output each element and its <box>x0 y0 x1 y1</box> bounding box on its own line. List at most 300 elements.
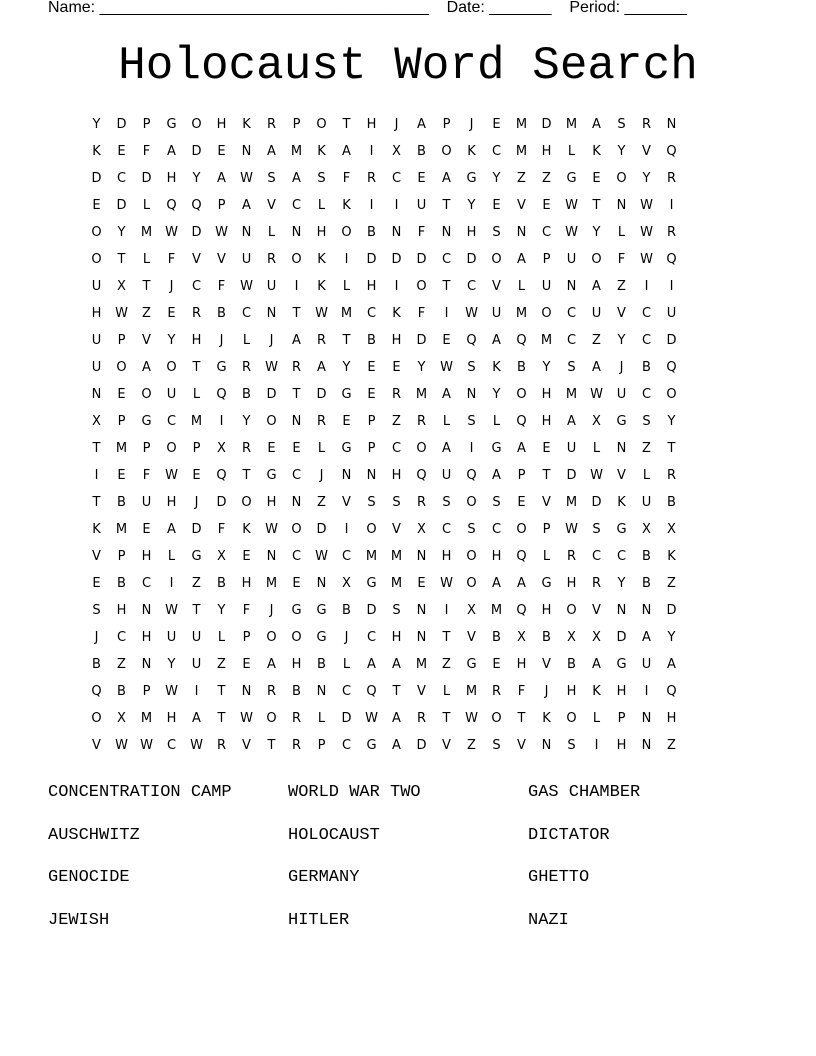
grid-letter: G <box>616 657 627 672</box>
grid-letter: O <box>266 711 277 726</box>
grid-letter: M <box>565 387 578 402</box>
grid-letter: N <box>291 495 302 510</box>
grid-letter: I <box>469 441 474 456</box>
grid-letter: J <box>319 468 324 483</box>
grid-letter: W <box>565 198 578 213</box>
grid-letter: W <box>165 603 178 618</box>
grid-letter: U <box>566 441 577 456</box>
grid-letter: N <box>641 711 652 726</box>
grid-letter: L <box>442 414 451 429</box>
grid-letter: E <box>92 198 101 213</box>
grid-letter: T <box>142 279 151 294</box>
grid-letter: A <box>317 360 326 375</box>
grid-letter: I <box>669 198 674 213</box>
grid-letter: H <box>541 144 552 159</box>
grid-letter: R <box>366 171 377 186</box>
grid-letter: N <box>616 198 627 213</box>
grid-letter: U <box>641 657 652 672</box>
grid-letter: P <box>217 198 226 213</box>
grid-letter: N <box>416 630 427 645</box>
grid-letter: U <box>191 657 202 672</box>
grid-letter: G <box>216 360 227 375</box>
grid-letter: O <box>91 225 102 240</box>
grid-letter: N <box>241 684 252 699</box>
grid-letter: R <box>491 684 502 699</box>
grid-letter: H <box>216 117 227 132</box>
grid-letter: C <box>116 171 127 186</box>
grid-letter: I <box>94 468 99 483</box>
grid-letter: C <box>391 171 402 186</box>
grid-letter: J <box>469 117 474 132</box>
grid-letter: R <box>291 738 302 753</box>
grid-letter: V <box>542 495 551 510</box>
grid-letter: H <box>391 333 402 348</box>
grid-letter: Y <box>217 603 226 618</box>
grid-letter: V <box>417 684 426 699</box>
grid-letter: Z <box>592 333 601 348</box>
grid-letter: N <box>316 576 327 591</box>
grid-letter: N <box>241 144 252 159</box>
grid-letter: W <box>365 711 378 726</box>
grid-letter: U <box>416 198 427 213</box>
grid-letter: Q <box>666 144 677 159</box>
grid-letter: K <box>592 684 601 699</box>
word-bank-item: CONCENTRATION CAMP <box>48 783 232 802</box>
grid-letter: U <box>141 495 152 510</box>
grid-letter: W <box>440 576 453 591</box>
grid-letter: W <box>240 279 253 294</box>
grid-letter: S <box>492 225 501 240</box>
grid-letter: C <box>616 549 627 564</box>
grid-letter: C <box>441 252 452 267</box>
student-info-header: Name: _____________________________________ Date: _______ Period: _______ <box>48 0 687 16</box>
grid-letter: F <box>142 144 151 159</box>
grid-letter: D <box>341 711 352 726</box>
grid-letter: K <box>317 252 326 267</box>
grid-letter: A <box>242 198 251 213</box>
grid-letter: O <box>166 441 177 456</box>
grid-letter: X <box>467 603 476 618</box>
grid-letter: X <box>92 414 101 429</box>
grid-letter: D <box>266 387 277 402</box>
grid-letter: F <box>517 684 526 699</box>
grid-letter: I <box>644 684 649 699</box>
grid-letter: K <box>467 144 476 159</box>
grid-letter: O <box>541 306 552 321</box>
grid-letter: W <box>240 171 253 186</box>
grid-row <box>84 277 684 304</box>
grid-letter: E <box>117 387 126 402</box>
grid-letter: T <box>667 441 676 456</box>
grid-letter: G <box>566 171 577 186</box>
grid-letter: E <box>292 576 301 591</box>
grid-letter: S <box>317 171 326 186</box>
grid-letter: O <box>166 360 177 375</box>
word-bank-item: DICTATOR <box>528 825 610 845</box>
grid-letter: L <box>242 333 251 348</box>
grid-letter: D <box>391 252 402 267</box>
grid-letter: O <box>291 630 302 645</box>
grid-letter: H <box>166 495 177 510</box>
grid-row <box>84 385 684 412</box>
grid-letter: C <box>391 441 402 456</box>
grid-letter: V <box>392 522 401 537</box>
grid-letter: A <box>167 144 176 159</box>
word-bank-row <box>48 825 768 868</box>
grid-letter: G <box>616 414 627 429</box>
grid-letter: T <box>342 333 351 348</box>
grid-letter: O <box>491 711 502 726</box>
grid-letter: K <box>342 198 351 213</box>
grid-letter: Y <box>92 117 101 132</box>
grid-letter: G <box>316 603 327 618</box>
grid-letter: O <box>516 387 527 402</box>
grid-letter: L <box>592 711 601 726</box>
grid-letter: R <box>391 387 402 402</box>
grid-letter: W <box>165 468 178 483</box>
grid-letter: Y <box>617 576 626 591</box>
grid-letter: R <box>666 171 677 186</box>
grid-letter: Z <box>642 441 651 456</box>
grid-letter: K <box>617 495 626 510</box>
grid-letter: E <box>492 117 501 132</box>
grid-row <box>84 142 684 169</box>
grid-letter: F <box>342 171 351 186</box>
grid-letter: J <box>544 684 549 699</box>
grid-letter: Y <box>492 387 501 402</box>
grid-letter: N <box>641 603 652 618</box>
grid-letter: A <box>567 414 576 429</box>
grid-letter: O <box>91 252 102 267</box>
grid-letter: V <box>217 252 226 267</box>
grid-letter: V <box>242 738 251 753</box>
grid-letter: G <box>291 603 302 618</box>
grid-letter: A <box>517 576 526 591</box>
grid-letter: H <box>441 549 452 564</box>
grid-letter: Q <box>666 360 677 375</box>
grid-letter: R <box>266 252 277 267</box>
grid-letter: M <box>415 657 428 672</box>
grid-letter: S <box>617 117 626 132</box>
grid-letter: U <box>491 306 502 321</box>
grid-letter: O <box>341 225 352 240</box>
grid-letter: H <box>516 657 527 672</box>
grid-letter: E <box>517 495 526 510</box>
grid-row <box>84 115 684 142</box>
grid-letter: Z <box>317 495 326 510</box>
grid-letter: H <box>316 225 327 240</box>
grid-letter: A <box>342 144 351 159</box>
grid-letter: X <box>592 630 601 645</box>
grid-letter: O <box>441 144 452 159</box>
grid-letter: O <box>566 711 577 726</box>
grid-letter: G <box>466 171 477 186</box>
grid-letter: S <box>467 360 476 375</box>
grid-letter: U <box>266 279 277 294</box>
grid-letter: T <box>442 630 451 645</box>
grid-letter: A <box>442 171 451 186</box>
grid-letter: T <box>342 117 351 132</box>
grid-letter: C <box>166 738 177 753</box>
grid-letter: S <box>467 522 476 537</box>
grid-row <box>84 223 684 250</box>
grid-letter: P <box>192 441 201 456</box>
grid-letter: R <box>641 117 652 132</box>
grid-letter: D <box>616 630 627 645</box>
grid-letter: B <box>642 549 651 564</box>
grid-letter: G <box>491 441 502 456</box>
grid-letter: P <box>117 549 126 564</box>
grid-letter: B <box>517 360 526 375</box>
grid-letter: A <box>517 441 526 456</box>
grid-letter: C <box>366 630 377 645</box>
grid-letter: W <box>215 225 228 240</box>
grid-letter: C <box>566 333 577 348</box>
grid-letter: O <box>116 360 127 375</box>
grid-letter: U <box>91 360 102 375</box>
grid-letter: D <box>466 252 477 267</box>
grid-letter: R <box>666 468 677 483</box>
grid-row <box>84 601 684 628</box>
grid-letter: H <box>541 603 552 618</box>
word-bank-item: AUSCHWITZ <box>48 825 140 845</box>
grid-letter: S <box>467 414 476 429</box>
grid-letter: M <box>115 441 128 456</box>
grid-letter: A <box>392 711 401 726</box>
grid-letter: P <box>142 684 151 699</box>
grid-letter: R <box>216 738 227 753</box>
grid-letter: M <box>540 333 553 348</box>
grid-letter: J <box>269 333 274 348</box>
grid-letter: A <box>667 657 676 672</box>
grid-letter: A <box>492 576 501 591</box>
grid-letter: K <box>242 522 251 537</box>
grid-letter: C <box>166 414 177 429</box>
grid-letter: Y <box>167 333 176 348</box>
grid-row <box>84 169 684 196</box>
grid-letter: A <box>592 117 601 132</box>
grid-letter: P <box>517 468 526 483</box>
grid-letter: V <box>92 738 101 753</box>
grid-row <box>84 331 684 358</box>
grid-letter: X <box>417 522 426 537</box>
grid-letter: C <box>491 144 502 159</box>
grid-letter: A <box>417 117 426 132</box>
word-bank <box>48 782 768 952</box>
grid-letter: P <box>292 117 301 132</box>
grid-letter: V <box>142 333 151 348</box>
grid-letter: O <box>416 279 427 294</box>
grid-letter: E <box>492 657 501 672</box>
grid-letter: S <box>367 495 376 510</box>
grid-letter: L <box>192 387 201 402</box>
grid-letter: W <box>440 360 453 375</box>
grid-letter: D <box>316 522 327 537</box>
grid-letter: A <box>267 657 276 672</box>
grid-letter: T <box>217 711 226 726</box>
grid-letter: Q <box>366 684 377 699</box>
grid-letter: V <box>642 144 651 159</box>
grid-letter: A <box>192 711 201 726</box>
grid-letter: E <box>242 549 251 564</box>
grid-letter: W <box>240 711 253 726</box>
grid-letter: N <box>291 414 302 429</box>
grid-letter: N <box>141 603 152 618</box>
grid-letter: Z <box>542 171 551 186</box>
grid-letter: E <box>442 333 451 348</box>
grid-letter: V <box>517 738 526 753</box>
grid-letter: V <box>492 279 501 294</box>
grid-letter: H <box>366 117 377 132</box>
grid-letter: O <box>491 252 502 267</box>
grid-letter: X <box>517 630 526 645</box>
grid-letter: O <box>266 414 277 429</box>
grid-letter: M <box>515 117 528 132</box>
grid-letter: C <box>291 549 302 564</box>
grid-letter: C <box>641 387 652 402</box>
grid-letter: Z <box>217 657 226 672</box>
grid-letter: G <box>541 576 552 591</box>
grid-letter: L <box>342 279 351 294</box>
grid-row <box>84 709 684 736</box>
grid-letter: G <box>316 630 327 645</box>
grid-letter: F <box>242 603 251 618</box>
grid-letter: Y <box>242 414 251 429</box>
grid-letter: M <box>140 225 153 240</box>
grid-letter: G <box>616 522 627 537</box>
grid-letter: B <box>92 657 101 672</box>
grid-letter: O <box>316 117 327 132</box>
grid-letter: U <box>166 387 177 402</box>
grid-letter: E <box>417 576 426 591</box>
grid-letter: A <box>217 171 226 186</box>
grid-letter: H <box>616 738 627 753</box>
grid-letter: O <box>516 522 527 537</box>
grid-letter: C <box>566 306 577 321</box>
letter-grid <box>84 115 684 763</box>
grid-letter: E <box>492 198 501 213</box>
grid-letter: C <box>641 306 652 321</box>
grid-row <box>84 304 684 331</box>
grid-letter: S <box>492 738 501 753</box>
grid-letter: B <box>317 657 326 672</box>
grid-letter: O <box>266 630 277 645</box>
grid-letter: F <box>417 225 426 240</box>
word-bank-item: GENOCIDE <box>48 868 130 887</box>
grid-row <box>84 196 684 223</box>
grid-letter: X <box>217 549 226 564</box>
grid-row <box>84 439 684 466</box>
grid-letter: H <box>141 630 152 645</box>
grid-row <box>84 655 684 682</box>
grid-letter: T <box>542 468 551 483</box>
grid-letter: X <box>342 576 351 591</box>
grid-letter: I <box>644 279 649 294</box>
grid-letter: L <box>592 441 601 456</box>
grid-letter: K <box>242 117 251 132</box>
grid-letter: J <box>194 495 199 510</box>
grid-letter: U <box>441 468 452 483</box>
grid-letter: H <box>366 279 377 294</box>
grid-letter: W <box>165 225 178 240</box>
grid-letter: Z <box>517 171 526 186</box>
grid-letter: W <box>565 225 578 240</box>
grid-row <box>84 547 684 574</box>
grid-letter: F <box>167 252 176 267</box>
grid-letter: A <box>592 360 601 375</box>
grid-letter: C <box>591 549 602 564</box>
grid-row <box>84 466 684 493</box>
grid-letter: S <box>267 171 276 186</box>
grid-letter: M <box>465 684 478 699</box>
grid-letter: Y <box>617 333 626 348</box>
grid-letter: K <box>392 306 401 321</box>
grid-letter: I <box>294 279 299 294</box>
grid-letter: J <box>94 630 99 645</box>
grid-letter: L <box>492 414 501 429</box>
grid-letter: M <box>390 576 403 591</box>
grid-letter: R <box>566 549 577 564</box>
grid-letter: G <box>141 414 152 429</box>
grid-letter: P <box>617 711 626 726</box>
grid-letter: W <box>140 738 153 753</box>
grid-letter: H <box>566 576 577 591</box>
grid-letter: B <box>117 684 126 699</box>
grid-letter: C <box>341 738 352 753</box>
grid-letter: W <box>265 360 278 375</box>
grid-letter: I <box>219 414 224 429</box>
grid-letter: G <box>341 441 352 456</box>
grid-letter: L <box>267 225 276 240</box>
grid-letter: V <box>592 603 601 618</box>
grid-letter: U <box>91 333 102 348</box>
grid-letter: A <box>367 657 376 672</box>
grid-letter: B <box>242 387 251 402</box>
grid-letter: U <box>666 306 677 321</box>
grid-letter: B <box>117 576 126 591</box>
grid-row <box>84 736 684 763</box>
grid-letter: D <box>191 522 202 537</box>
grid-row <box>84 250 684 277</box>
grid-letter: N <box>641 738 652 753</box>
word-bank-item: GHETTO <box>528 868 590 887</box>
grid-letter: Y <box>667 414 676 429</box>
grid-letter: C <box>291 198 302 213</box>
grid-letter: R <box>316 333 327 348</box>
grid-letter: X <box>567 630 576 645</box>
grid-letter: Y <box>667 630 676 645</box>
grid-letter: W <box>565 522 578 537</box>
grid-letter: J <box>619 360 624 375</box>
grid-letter: W <box>640 198 653 213</box>
grid-letter: V <box>542 657 551 672</box>
grid-letter: V <box>92 549 101 564</box>
grid-letter: P <box>117 414 126 429</box>
grid-letter: X <box>642 522 651 537</box>
grid-letter: G <box>266 468 277 483</box>
grid-letter: A <box>167 522 176 537</box>
grid-letter: N <box>666 117 677 132</box>
grid-letter: E <box>542 441 551 456</box>
grid-letter: W <box>115 738 128 753</box>
grid-letter: U <box>591 306 602 321</box>
grid-letter: Y <box>342 360 351 375</box>
grid-letter: N <box>291 225 302 240</box>
grid-letter: X <box>117 711 126 726</box>
grid-letter: E <box>117 144 126 159</box>
grid-letter: Z <box>392 414 401 429</box>
grid-letter: B <box>642 576 651 591</box>
